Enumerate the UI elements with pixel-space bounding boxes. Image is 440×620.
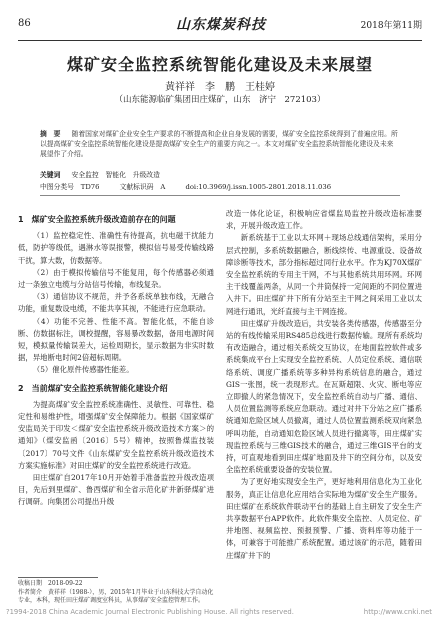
doi: doi:10.3969/j.issn.1005-2801.2018.11.036 (185, 183, 332, 191)
author-list: 黄祥祥 李 鹏 王桂婷 (165, 82, 275, 93)
section-heading: 2 当前煤矿安全监控系统智能化建设介绍 (18, 383, 168, 393)
paragraph: 田庄煤矿自2017年10月开始着手准备监控升级改造项目，先后到里煤矿、鲁西煤矿和全省示范化矿井新驿煤矿进行调研。向集团公司提出升级 (18, 473, 214, 507)
keywords-text: 安全监控 智能化 升级改造 (71, 171, 160, 179)
copyright-watermark: ?1994-2018 China Academic Journal Electronic Publishing House. All rights reserved. (6, 608, 294, 616)
clc-number: 中图分类号 TD76 (40, 183, 100, 191)
affiliation: （山东能源临矿集团田庄煤矿，山东 济宁 272103） (114, 95, 326, 105)
article-title: 煤矿安全监控系统智能化建设及未来展望 (66, 55, 373, 74)
footnote-rule (18, 577, 98, 578)
paragraph: （4）功能不完善、性能不高。智能化低，不能自诊断、仿数据标注，调校提醒，容易暴改数据，备用电源时间短，模拟量传输误差大，运检周期长，显示数据为非实时数据，异地断电时间2倍超标周期。 (18, 316, 214, 363)
paragraph: （5）催化原件传感器性能差。 (32, 365, 134, 375)
right-column (226, 208, 422, 562)
header-rule (18, 40, 422, 41)
classification-meta (40, 181, 400, 191)
paragraph: 新系统基于工业以太环网＋现场总线通信架构，采用分层式控制，多系统数据融合，断线续传、电源重设、设备故障诊断等技术，部分指标超过同行业水平。作为KJ70X煤矿安全监控系统的专用主干网，不与其他系统共用环网。环网主干线覆盖两条，从同一个井筒保持一定间距的不同位置进入井下。田庄煤矿井下所有分站至主干网之间采用工业以太网进行通讯，光纤直接与主干网连接。 (226, 233, 422, 316)
left-column (18, 208, 214, 509)
paragraph: 为提高煤矿安全监控系统准确性、灵敏性、可靠性、稳定性和易维护性，增强煤矿安全保障能力。根据《国家煤矿安监局关于印发＜煤矿安全监控系统升级改造技术方案＞的通知》（煤安监函〔2016〕5号）精神，按照鲁煤监技装〔2017〕70号文件《山东煤矿安全监控系统升级改造技术方案实施标准》对田庄煤矿的安全监控系统进行改造。 (18, 399, 214, 470)
abstract-text: 随着国家对煤矿企业安全生产要求的不断提高和企业自身发展的需要，煤矿安全监控系统得到了普遍应用。所以提高煤矿安全监控系统智能化建设是提高煤矿安全生产的重要方向之一。本文对煤矿安全监控系统智能化建设及未来展望作了介绍。 (40, 130, 398, 158)
paragraph: 为了更好地实现安全生产，更好地利用信息化为工业化服务，真正让信息化应用结合实际地为煤矿安全生产服务。田庄煤矿在系统软件联动平台的基础上自主研发了安全生产共享数据平台APP软件。此软件集安全监控、人员定位、矿井地图、视频监控、预报预警、广播、资料库等功能于一体，可兼容于可能推广系统配置。通过该矿的示范，随着田庄煤矿井下的 (226, 477, 422, 560)
journal-name: 山东煤炭科技 (176, 17, 266, 33)
author-bio: 作者简介 黄祥祥（1988-），男，2015年1月毕业于山东科技大学自动化专业，本科，现任田庄煤矿调度室科员，从事煤矿安全监控管理工作。 (18, 588, 214, 604)
paragraph: 改造一体化论证，积极响应省煤监局监控升级改造标准要求，开展升级改造工作。 (226, 209, 422, 231)
abstract (40, 129, 400, 159)
keywords (40, 169, 400, 179)
paragraph: （3）通信协议不规范，并予各系统单独布线，无融合功能，重复数设电缆，不能共享其视，不能进行应急联动。 (18, 292, 214, 314)
paragraph: （1）监控稳定性、准确性有待提高，抗电磁干扰能力低，防护等级低，遇淋水等误报警，模拟信号易受传输线路干扰，算大数，仿数据等。 (18, 231, 214, 265)
paragraph: 田庄煤矿升级改造后，共安装各类传感器，传感器至分站的有线传输采用RS485总线进行数据传输。现所有系统均有改造融合，通过相关系统交互协议，在地面监控软件或多系统集成平台上实现安全监控系统、人员定位系统、通信联络系统、调度广播系统等多种异构系统信息的融合，通过GIS一张图，统一表现形式。在瓦斯超限、火灾、断电等应立即撤人的紧急情况下，安全监控系统自动与广播、通信、人员位置监测等系统应急联动。通过对井下分站之应广播系统通知危险区域人员撤离，通过人员位置监测系统双向紧急呼叫功能，自动通知危险区域人员进行撤离等，田庄煤矿实现监控系统与三维GIS技术的融合，通过三维GIS平台的支持，可直观地看到田庄煤矿地面及井下的空间分布，以及安全监控系统重要设备的安装位置。 (226, 318, 422, 475)
paragraph: （2）由于模拟传输信号不能复用，每个传感器必须通过一条独立电缆与分站信号传输，布线复杂。 (18, 267, 214, 290)
document-code: 文献标识码 A (119, 183, 166, 191)
keywords-label: 关键词 (40, 171, 61, 179)
running-header (18, 14, 422, 40)
cnki-link[interactable]: http://www.cnki.net (363, 608, 432, 616)
page-number: 86 (18, 18, 31, 29)
issue-label: 2018年第11期 (360, 21, 422, 31)
section-heading: 1 煤矿安全监控系统升级改造前存在的问题 (18, 215, 176, 224)
received-date: 收稿日期 2018-09-22 (18, 580, 83, 587)
meta-rule (40, 195, 400, 196)
abstract-label: 摘 要 (40, 130, 61, 138)
footnote (18, 580, 218, 606)
